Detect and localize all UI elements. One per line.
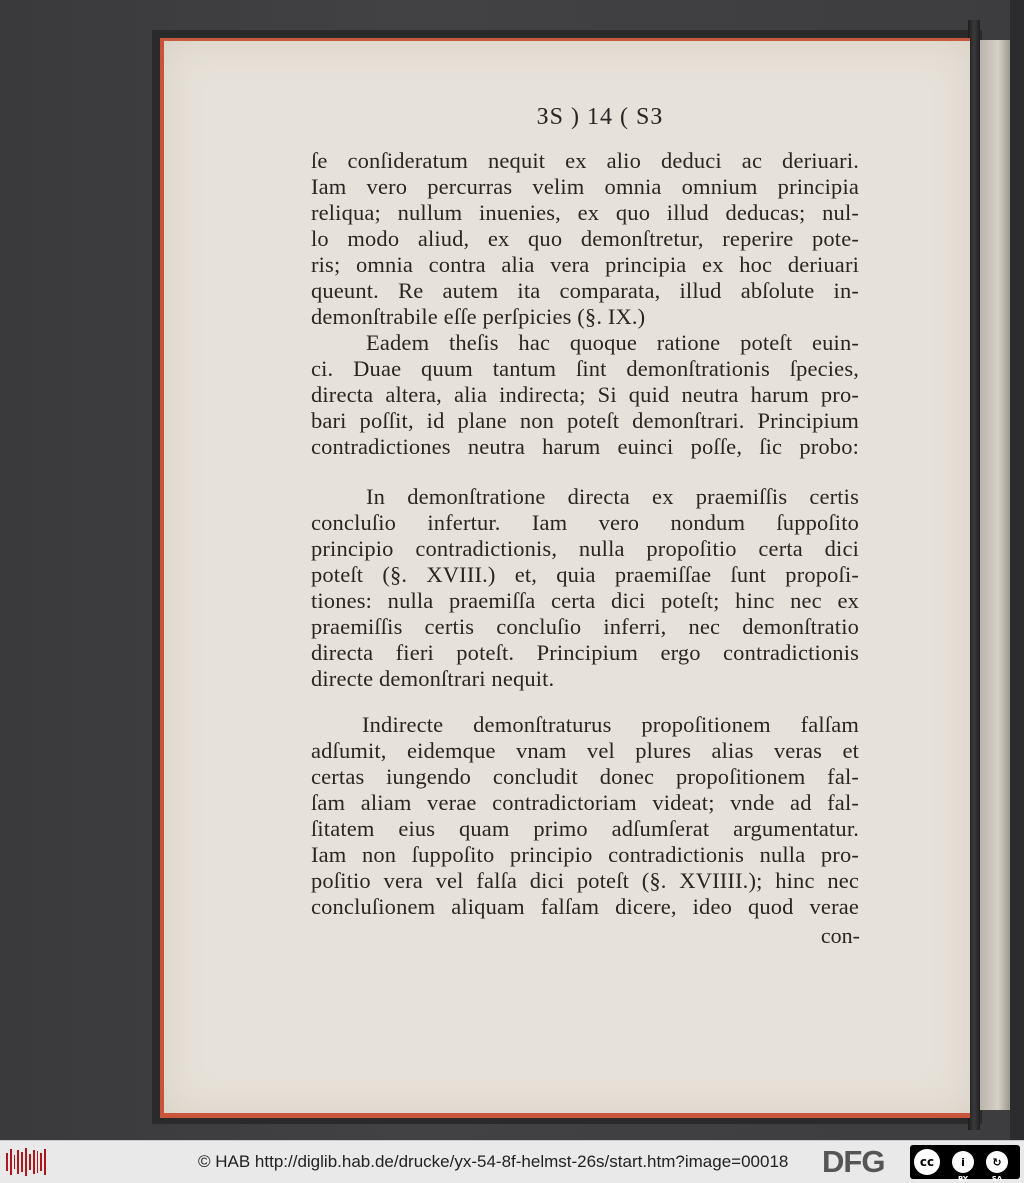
text-line: directe demonſtrari nequit. [311,666,555,691]
text-line: ris; omnia contra alia vera principia ex hoc deriuari [311,252,859,277]
sa-icon: ↻ SA [986,1151,1008,1173]
page-header: ЗЅ ) 14 ( ЅЗ [536,104,664,130]
hab-logo-icon[interactable] [6,1147,46,1177]
text-line: adſumit, eidemque vnam vel plures alias veras et [311,738,859,763]
text-line: concluſionem aliquam falſam dicere, ideo quod verae [311,894,859,919]
text-line: concluſio infertur. Iam vero nondum ſuppoſito [311,510,859,535]
text-line: bari poſſit, id plane non poteſt demonſtrari. Principium [311,408,859,433]
text-line: tiones: nulla praemiſſa certa dici poteſt; hinc nec ex [311,588,859,613]
text-line: Iam non ſuppoſito principio contradictionis nulla pro- [311,842,859,867]
text-line: ſam aliam verae contradictoriam videat; vnde ad fal- [311,790,859,815]
text-line: poteſt (§. XVIII.) et, quia praemiſſae ſunt propoſi- [311,562,859,587]
text-line: ſitatem eius quam primo adſumſerat argumentatur. [311,816,859,841]
book-spine-edge [1010,0,1024,1140]
text-line: demonſtrabile eſſe perſpicies (§. IX.) [311,304,646,329]
text-line: principio contradictionis, nulla propoſitio certa dici [311,536,859,561]
by-icon: i BY [952,1151,974,1173]
text-line: poſitio vera vel falſa dici poteſt (§. XVIIII.); hinc nec [311,868,859,893]
dfg-logo[interactable]: DFG [822,1144,885,1179]
text-line: ſe conſideratum nequit ex alio deduci ac deriuari. [311,148,859,173]
text-line: praemiſſis certis concluſio inferri, nec demonſtratio [311,614,859,639]
text-line: reliqua; nullum inuenies, ex quo illud deducas; nul- [311,200,859,225]
text-line: queunt. Re autem ita comparata, illud abſolute in- [311,278,859,303]
text-line: directa altera, alia indirecta; Si quid neutra harum pro- [311,382,859,407]
facing-page-edge [980,40,1010,1110]
viewer-footer [0,1140,1024,1183]
text-line: certas iungendo concludit donec propoſitionem fal- [311,764,859,789]
text-line: Iam vero percurras velim omnia omnium principia [311,174,859,199]
catchword: con- [820,923,860,948]
sa-label: SA [991,1175,1003,1183]
text-line: Indirecte demonſtraturus propoſitionem falſam [362,712,859,737]
cc-license-badge[interactable] [910,1145,1020,1183]
text-line: Eadem theſis hac quoque ratione poteſt euin- [366,330,859,355]
text-line: In demonſtratione directa ex praemiſſis certis [366,484,859,509]
text-line: ci. Duae quum tantum ſint demonſtrationis ſpecies, [311,356,859,381]
permalink-text[interactable]: © HAB http://diglib.hab.de/drucke/yx-54-8f-helmst-26s/start.htm?image=00018 [198,1152,789,1171]
cc-icon: cc [914,1149,940,1175]
by-label: BY [957,1175,969,1183]
text-line: contradictiones neutra harum euinci poſſe, ſic probo: [311,434,859,459]
text-line: directa fieri poteſt. Principium ergo contradictionis [311,640,859,665]
text-line: lo modo aliud, ex quo demonſtretur, reperire pote- [311,226,859,251]
